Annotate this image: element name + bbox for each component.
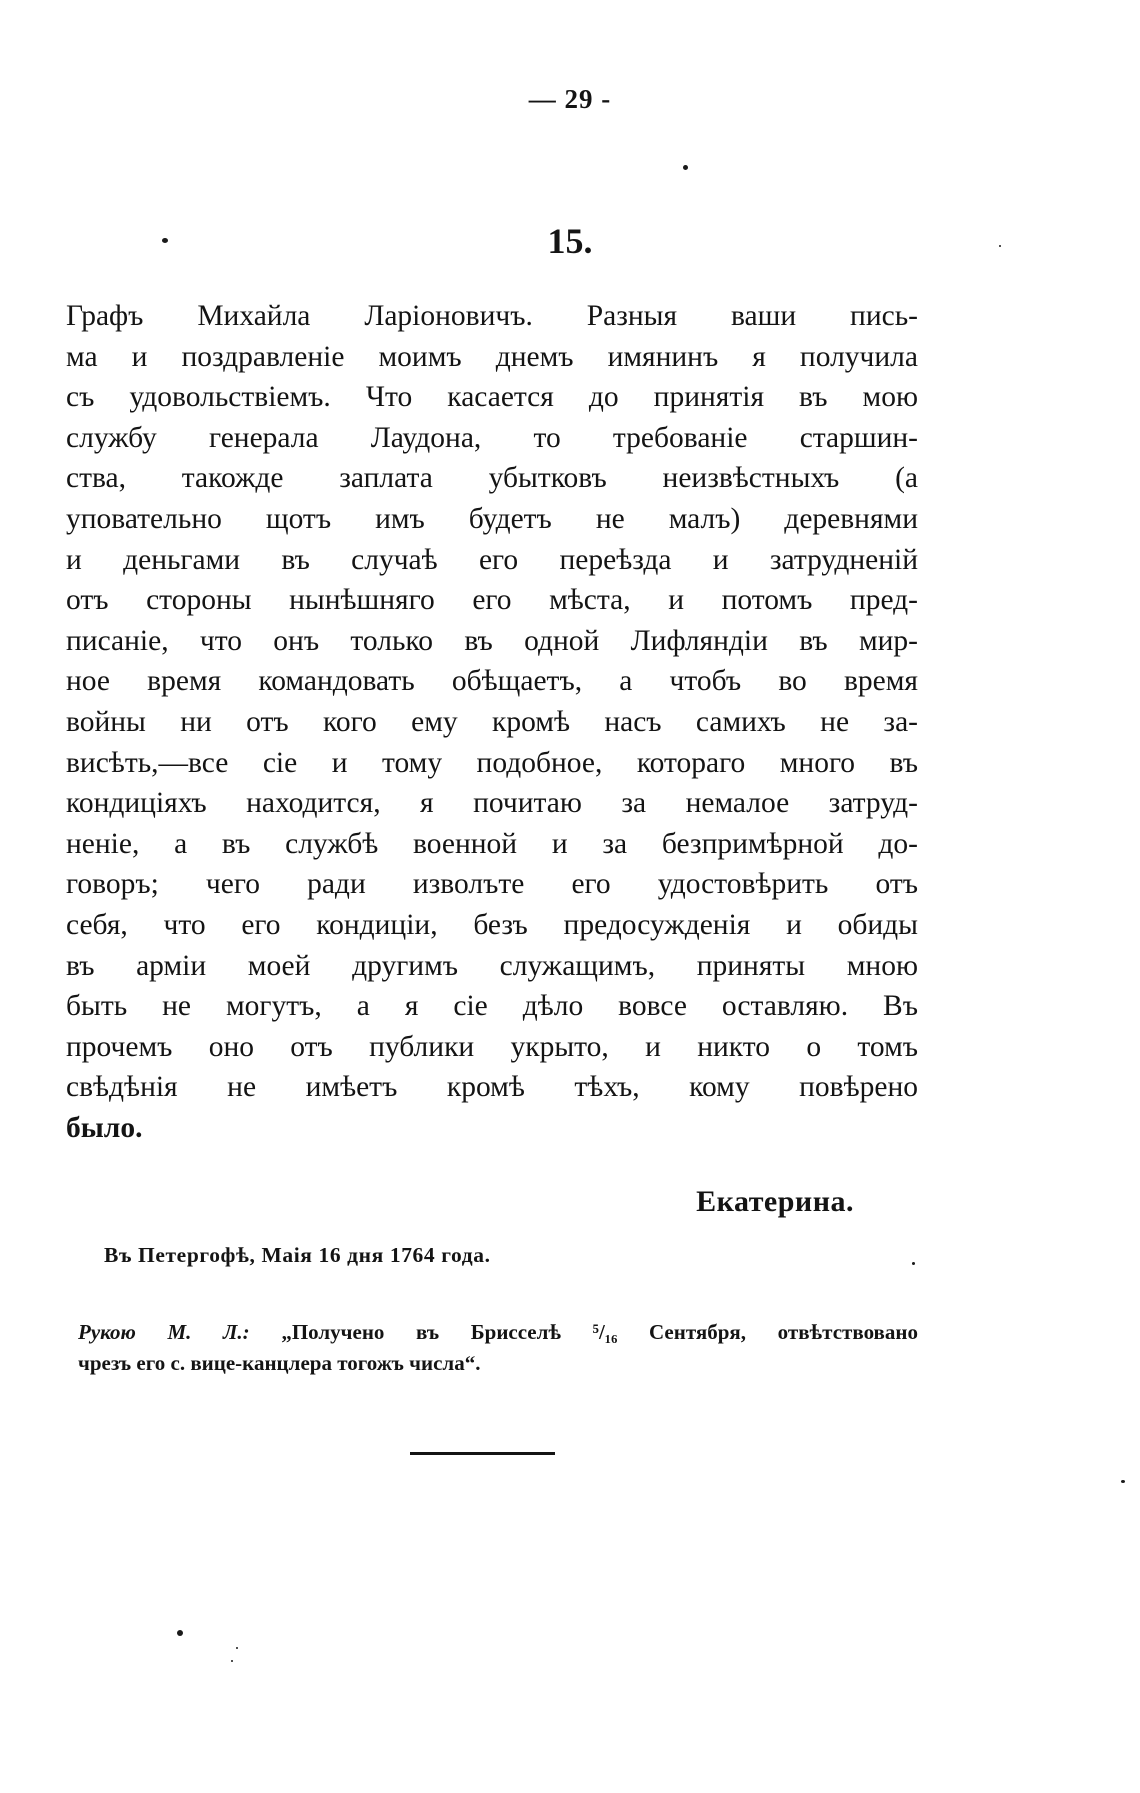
body-line: ма и поздравленіе моимъ днемъ имянинъ я получила — [66, 340, 918, 373]
end-rule — [410, 1452, 555, 1455]
place-date: Въ Петергофѣ, Маія 16 дня 1764 года. — [104, 1243, 491, 1267]
footnote-text: „Получено въ Брисселѣ ⁵/₁₆ Сентября, отвѣтствовано — [281, 1320, 918, 1344]
body-line: быть не могутъ, а я сіе дѣло вовсе оставляю. Въ — [66, 990, 918, 1023]
body-line: свѣдѣнія не имѣетъ кромѣ тѣхъ, кому повѣрено — [66, 1071, 918, 1104]
signature: Екатерина. — [696, 1185, 854, 1218]
body-line: прочемъ оно отъ публики укрыто, и никто о томъ — [66, 1030, 918, 1063]
scan-speck — [177, 1630, 183, 1636]
body-line: говоръ; чего ради изволъте его удостовѣрить отъ — [66, 868, 918, 901]
body-line: висѣть,—все сіе и тому подобное, котораго много въ — [66, 746, 918, 779]
body-line: войны ни отъ кого ему кромѣ насъ самихъ не за- — [66, 705, 918, 738]
scan-speck — [162, 238, 168, 243]
footnote-line: чрезъ его с. вице-канцлера тогожъ числа“. — [78, 1351, 481, 1375]
letter-body — [66, 296, 918, 1148]
scan-speck — [683, 165, 688, 170]
body-line: ное время командовать обѣщаетъ, а чтобъ во время — [66, 665, 918, 698]
body-line: службу генерала Лаудона, то требованіе старшин- — [66, 421, 918, 454]
scan-speck — [1121, 1480, 1125, 1483]
scan-speck — [912, 1262, 915, 1265]
page-number: — 29 - — [528, 84, 612, 114]
body-line: кондиціяхъ находится, я почитаю за немалое затруд- — [66, 787, 918, 820]
footnote-prefix: Рукою М. Л.: — [78, 1320, 250, 1344]
footnote-line — [78, 1317, 918, 1348]
body-line: было. — [66, 1111, 143, 1144]
body-line: въ арміи моей другимъ служащимъ, приняты мною — [66, 949, 918, 982]
body-line: Графъ Михайла Ларіоновичъ. Разныя ваши пись- — [66, 300, 918, 332]
letter-number: 15. — [547, 221, 593, 261]
scan-speck — [236, 1647, 238, 1649]
scan-speck — [999, 245, 1001, 247]
body-line: отъ стороны нынѣшняго его мѣста, и потомъ пред- — [66, 584, 918, 617]
body-line: ства, такожде заплата убытковъ неизвѣстныхъ (а — [66, 462, 918, 495]
body-line: съ удовольствіемъ. Что касается до принятія въ мою — [66, 381, 918, 414]
body-line: писаніе, что онъ только въ одной Лифляндіи въ мир- — [66, 624, 918, 657]
footnote — [78, 1317, 918, 1379]
body-line: неніе, а въ службѣ военной и за безпримѣрной до- — [66, 827, 918, 860]
body-line: и деньгами въ случаѣ его переѣзда и затрудненій — [66, 543, 918, 576]
body-line: себя, что его кондиціи, безъ предосужденія и обиды — [66, 908, 918, 941]
scan-speck — [231, 1660, 233, 1662]
body-line: уповательно щотъ имъ будетъ не малъ) деревнями — [66, 502, 918, 535]
